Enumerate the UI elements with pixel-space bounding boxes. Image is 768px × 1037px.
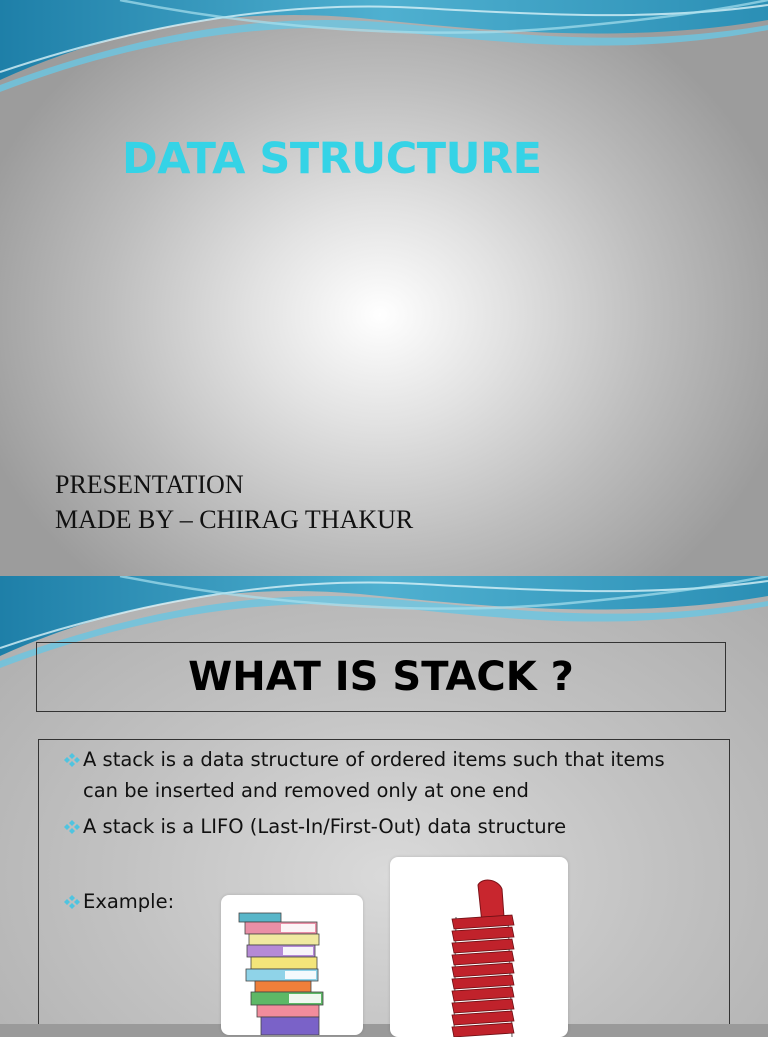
slide-title: DATA STRUCTURE: [122, 134, 542, 184]
stack-of-chairs-image: [390, 857, 568, 1037]
wave-decoration: [0, 0, 768, 95]
chairs-illustration: [390, 857, 568, 1037]
subtitle-line-presentation: PRESENTATION: [55, 470, 244, 499]
books-illustration: [221, 895, 363, 1035]
diamond-bullet-icon: [63, 811, 81, 842]
bullet-text-line: can be inserted and removed only at one end: [83, 779, 529, 802]
slide-subtitle: [55, 467, 413, 537]
bullet-item: [83, 744, 665, 806]
diamond-bullet-icon: [63, 886, 81, 917]
diamond-bullet-icon: [63, 744, 81, 775]
bullet-item: [83, 811, 566, 842]
subtitle-line-author: MADE BY – CHIRAG THAKUR: [55, 505, 414, 534]
stack-of-books-image: [221, 895, 363, 1035]
slide-title: WHAT IS STACK ?: [188, 654, 574, 700]
title-box: [36, 642, 726, 712]
bullet-text-line: A stack is a LIFO (Last-In/First-Out) data structure: [83, 815, 567, 838]
content-box: [38, 739, 730, 1024]
bullet-item: [83, 886, 174, 917]
bullet-text-line: A stack is a data structure of ordered items such that items: [83, 748, 665, 771]
bullet-text-line: Example:: [83, 890, 175, 913]
stack-slide: [0, 576, 768, 1024]
